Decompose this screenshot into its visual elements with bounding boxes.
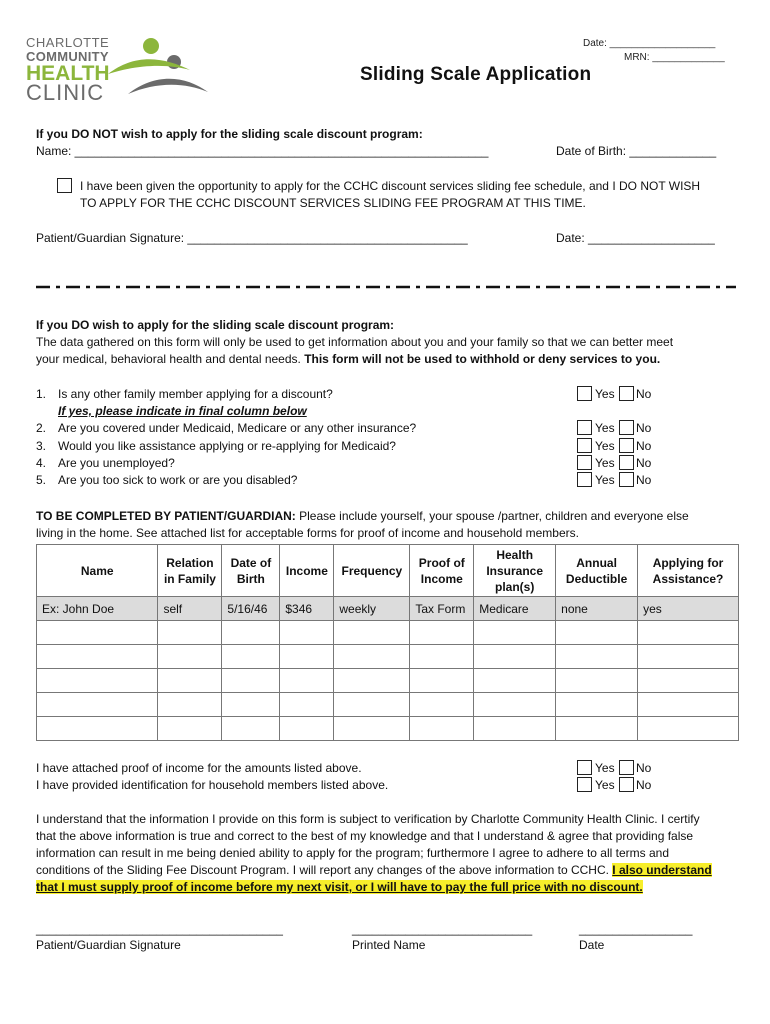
header-mrn-field[interactable]: MRN: _____________: [624, 52, 725, 63]
q4-yes-checkbox[interactable]: [577, 455, 592, 470]
table-cell[interactable]: [158, 693, 222, 717]
table-cell: yes: [638, 597, 739, 621]
table-cell[interactable]: [158, 717, 222, 741]
table-cell[interactable]: [474, 669, 556, 693]
clinic-logo: [26, 36, 216, 106]
table-cell[interactable]: [222, 717, 280, 741]
table-cell[interactable]: [556, 693, 638, 717]
table-cell: Tax Form: [410, 597, 474, 621]
table-cell: self: [158, 597, 222, 621]
no-label: No: [636, 761, 652, 775]
table-cell[interactable]: [280, 645, 334, 669]
table-cell[interactable]: [474, 621, 556, 645]
attest1-no-checkbox[interactable]: [619, 760, 634, 775]
table-cell[interactable]: [410, 717, 474, 741]
no-label: No: [636, 456, 652, 470]
table-cell[interactable]: [280, 693, 334, 717]
table-row: [37, 621, 739, 645]
no-label: No: [636, 473, 652, 487]
signature-line[interactable]: _____________________________________: [36, 922, 283, 936]
table-row: [37, 669, 739, 693]
table-row: [37, 645, 739, 669]
opt-in-heading: If you DO wish to apply for the sliding scale discount program:: [36, 318, 395, 332]
table-cell[interactable]: [37, 621, 158, 645]
section-divider: [36, 284, 736, 290]
yes-label: Yes: [595, 439, 615, 453]
attest2-no-checkbox[interactable]: [619, 777, 634, 792]
table-cell[interactable]: [334, 645, 410, 669]
opt-out-heading: If you DO NOT wish to apply for the sliding scale discount program:: [36, 127, 423, 141]
logo-text-health: HEALTH: [26, 62, 110, 85]
question-text: Would you like assistance applying or re-applying for Medicaid?: [58, 439, 396, 453]
table-cell[interactable]: [334, 717, 410, 741]
opt-out-date-field[interactable]: Date: ___________________: [556, 231, 715, 245]
question-text: Are you unemployed?: [58, 456, 175, 470]
no-label: No: [636, 421, 652, 435]
q5-yes-checkbox[interactable]: [577, 472, 592, 487]
table-cell: $346: [280, 597, 334, 621]
yes-label: Yes: [595, 778, 615, 792]
table-row: [37, 717, 739, 741]
attestation-income: I have attached proof of income for the amounts listed above.: [36, 761, 362, 775]
opt-in-intro-line2: [36, 352, 660, 366]
attest2-yes-checkbox[interactable]: [577, 777, 592, 792]
table-cell[interactable]: [556, 621, 638, 645]
opt-out-dob-field[interactable]: Date of Birth: _____________: [556, 144, 717, 158]
column-header: Applying for Assistance?: [638, 545, 739, 597]
column-header: Name: [37, 545, 158, 597]
logo-text-charlotte: CHARLOTTE: [26, 35, 110, 50]
yes-label: Yes: [595, 387, 615, 401]
table-cell[interactable]: [222, 621, 280, 645]
table-cell[interactable]: [474, 693, 556, 717]
table-cell[interactable]: [474, 717, 556, 741]
question-number: 3.: [36, 439, 47, 453]
table-cell: none: [556, 597, 638, 621]
question-3: [36, 439, 396, 453]
table-cell[interactable]: [222, 669, 280, 693]
table-cell[interactable]: [638, 693, 739, 717]
yes-label: Yes: [595, 421, 615, 435]
q3-yes-checkbox[interactable]: [577, 438, 592, 453]
q1-no-checkbox[interactable]: [619, 386, 634, 401]
opt-out-statement-line2: TO APPLY FOR THE CCHC DISCOUNT SERVICES SLIDING FEE PROGRAM AT THIS TIME.: [80, 196, 586, 210]
table-cell[interactable]: [334, 621, 410, 645]
certification-highlight-end: that I must supply proof of income before my next visit, or I will have to pay the full price with no discount.: [36, 880, 643, 894]
table-row-example: [37, 597, 739, 621]
table-cell: Ex: John Doe: [37, 597, 158, 621]
question-5: [36, 473, 297, 487]
q2-no-checkbox[interactable]: [619, 420, 634, 435]
signature-date-label: Date: [579, 938, 605, 952]
question-number: 4.: [36, 456, 47, 470]
table-row: [37, 693, 739, 717]
household-table: [36, 544, 739, 741]
no-label: No: [636, 439, 652, 453]
table-cell[interactable]: [410, 693, 474, 717]
column-header: Health Insurance plan(s): [474, 545, 556, 597]
question-1: [36, 387, 333, 401]
table-cell[interactable]: [410, 645, 474, 669]
question-2: [36, 421, 416, 435]
table-header-row: [37, 545, 739, 597]
certification-line5: [36, 880, 643, 894]
printed-name-label: Printed Name: [352, 938, 426, 952]
question-note-text: If yes, please indicate in final column below: [58, 404, 307, 418]
table-cell[interactable]: [334, 669, 410, 693]
table-cell[interactable]: [410, 621, 474, 645]
column-header: Frequency: [334, 545, 410, 597]
table-cell[interactable]: [556, 717, 638, 741]
certification-highlight-start: I also understand: [612, 863, 712, 877]
logo-text-clinic: CLINIC: [26, 80, 105, 105]
table-cell[interactable]: [638, 717, 739, 741]
table-cell[interactable]: [280, 717, 334, 741]
table-cell[interactable]: [158, 621, 222, 645]
attestation-identification: I have provided identification for household members listed above.: [36, 778, 389, 792]
q3-no-checkbox[interactable]: [619, 438, 634, 453]
household-intro-line2: living in the home. See attached list for acceptable forms for proof of income and household members.: [36, 526, 579, 540]
column-header: Income: [280, 545, 334, 597]
opt-out-signature-field[interactable]: Patient/Guardian Signature: __________________________________________: [36, 231, 468, 245]
question-4: [36, 456, 175, 470]
question-1-note: [58, 404, 307, 418]
table-cell[interactable]: [638, 645, 739, 669]
table-cell[interactable]: [556, 669, 638, 693]
opt-out-statement-line1: I have been given the opportunity to apply for the CCHC discount services sliding fee schedule, and I DO NOT WISH: [80, 179, 701, 193]
opt-in-intro-line1: The data gathered on this form will only be used to get information about you and your family so that we can better meet: [36, 335, 674, 349]
column-header: Relation in Family: [158, 545, 222, 597]
table-cell[interactable]: [37, 717, 158, 741]
question-text: Are you covered under Medicaid, Medicare or any other insurance?: [58, 421, 417, 435]
logo-text-community: COMMUNITY: [26, 49, 109, 64]
opt-out-checkbox[interactable]: [57, 178, 72, 193]
attest1-yes-checkbox[interactable]: [577, 760, 592, 775]
q2-yes-checkbox[interactable]: [577, 420, 592, 435]
household-intro-rest: Please include yourself, your spouse /partner, children and everyone else: [295, 509, 689, 523]
table-cell[interactable]: [37, 669, 158, 693]
yes-label: Yes: [595, 473, 615, 487]
table-cell[interactable]: [334, 693, 410, 717]
table-cell[interactable]: [158, 645, 222, 669]
certification-line4-text: conditions of the Sliding Fee Discount Program. I will report any changes of the above information to CCHC.: [36, 863, 613, 877]
table-cell[interactable]: [37, 645, 158, 669]
column-header: Annual Deductible: [556, 545, 638, 597]
table-cell[interactable]: [638, 621, 739, 645]
table-cell: weekly: [334, 597, 410, 621]
household-intro-bold: TO BE COMPLETED BY PATIENT/GUARDIAN:: [36, 509, 296, 523]
column-header: Date of Birth: [222, 545, 280, 597]
table-cell[interactable]: [410, 669, 474, 693]
question-number: 2.: [36, 421, 47, 435]
yes-label: Yes: [595, 761, 615, 775]
logo-figures-icon: [106, 36, 216, 106]
certification-line4: [36, 863, 712, 877]
header-date-field[interactable]: Date: ___________________: [583, 38, 716, 49]
question-number: 5.: [36, 473, 47, 487]
table-cell: Medicare: [474, 597, 556, 621]
q5-no-checkbox[interactable]: [619, 472, 634, 487]
opt-out-name-field[interactable]: Name: ______________________________________________________________: [36, 144, 489, 158]
signature-date-line[interactable]: _________________: [579, 922, 693, 936]
table-cell[interactable]: [222, 693, 280, 717]
certification-line1: I understand that the information I provide on this form is subject to verification by Charlotte Community Health Clinic. I certify: [36, 812, 700, 826]
q4-no-checkbox[interactable]: [619, 455, 634, 470]
question-number: 1.: [36, 387, 47, 401]
certification-line3: information can result in me being denied ability to apply for the program; furthermore I agree to adhere to all terms and: [36, 846, 670, 860]
no-label: No: [636, 387, 652, 401]
question-text: Are you too sick to work or are you disabled?: [58, 473, 298, 487]
table-cell[interactable]: [280, 621, 334, 645]
question-text: Is any other family member applying for a discount?: [58, 387, 333, 401]
column-header: Proof of Income: [410, 545, 474, 597]
table-cell[interactable]: [37, 693, 158, 717]
printed-name-line[interactable]: ___________________________: [352, 922, 533, 936]
table-cell[interactable]: [638, 669, 739, 693]
no-label: No: [636, 778, 652, 792]
opt-in-intro-bold: This form will not be used to withhold or deny services to you.: [304, 352, 661, 366]
q1-yes-checkbox[interactable]: [577, 386, 592, 401]
table-cell: 5/16/46: [222, 597, 280, 621]
table-cell[interactable]: [280, 669, 334, 693]
yes-label: Yes: [595, 456, 615, 470]
household-intro-line1: [36, 509, 689, 523]
certification-line2: that the above information is true and correct to the best of my knowledge and that I understand & agree that providing false: [36, 829, 694, 843]
page-title: Sliding Scale Application: [360, 64, 592, 85]
opt-in-intro-plain: your medical, behavioral health and dental needs.: [36, 352, 305, 366]
table-cell[interactable]: [474, 645, 556, 669]
table-cell[interactable]: [556, 645, 638, 669]
signature-label: Patient/Guardian Signature: [36, 938, 181, 952]
table-cell[interactable]: [222, 645, 280, 669]
table-cell[interactable]: [158, 669, 222, 693]
